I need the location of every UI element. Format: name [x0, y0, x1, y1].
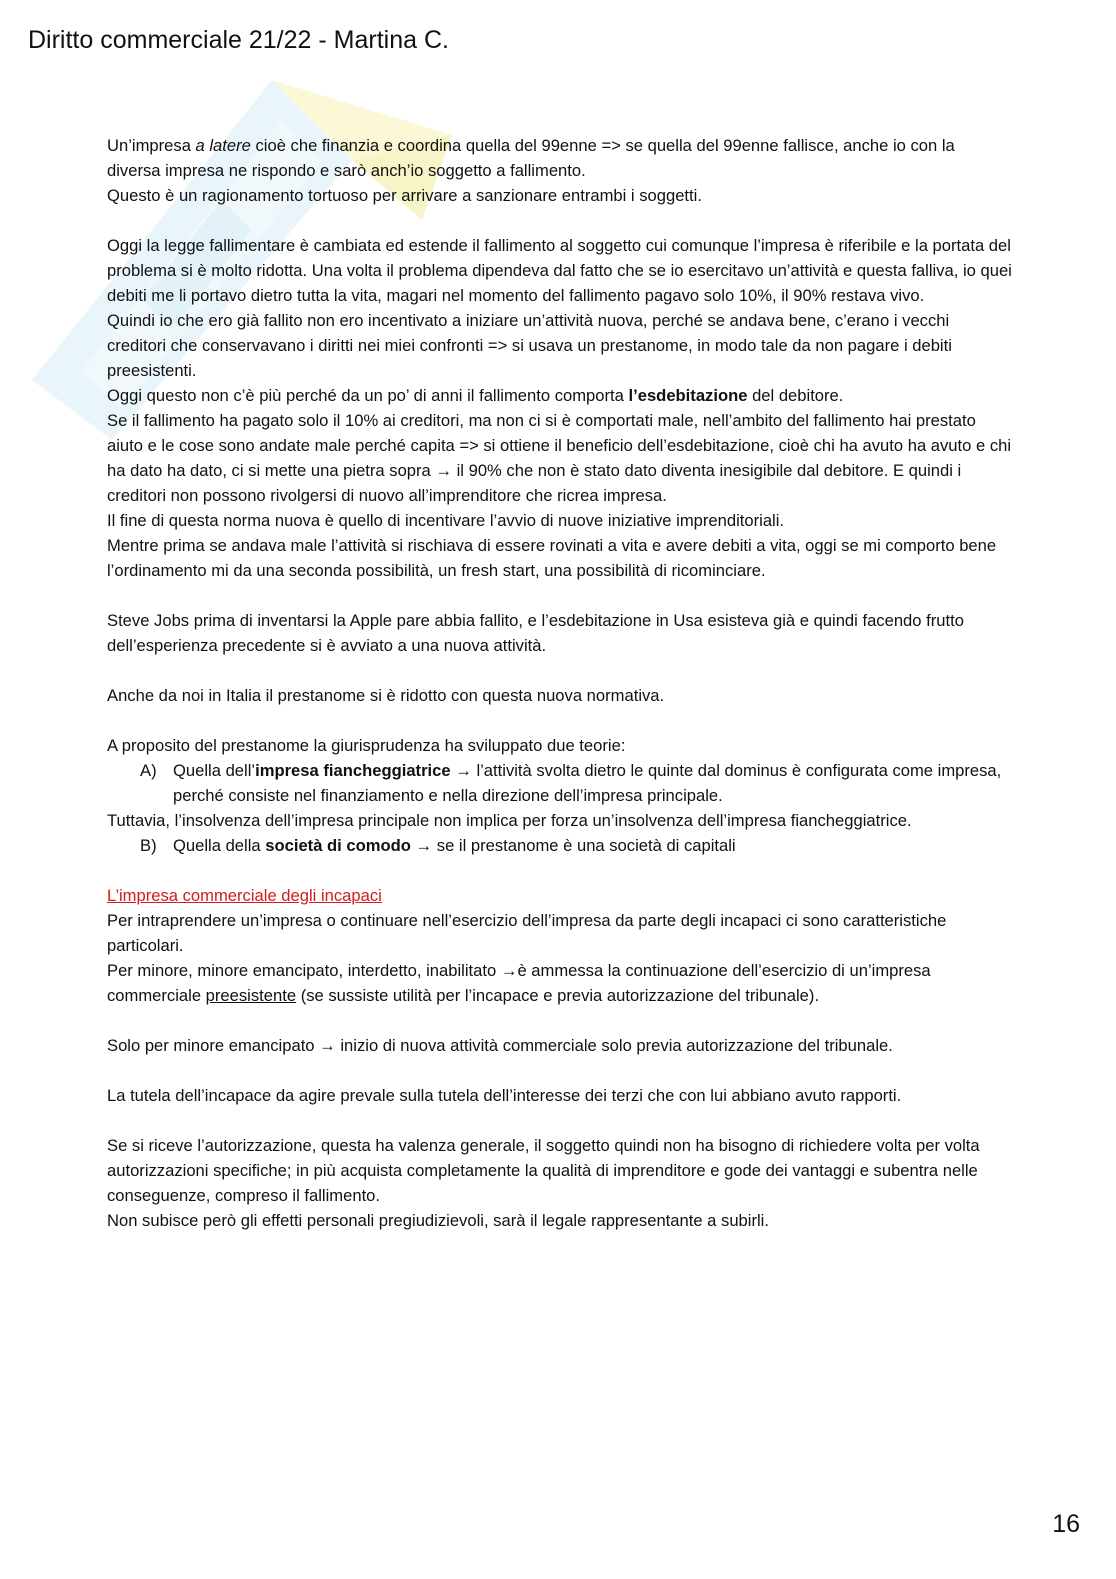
paragraph: Tuttavia, l’insolvenza dell’impresa principale non implica per forza un’insolvenza dell’impresa fiancheggiatrice. [107, 811, 912, 830]
paragraph: Non subisce però gli effetti personali pregiudizievoli, sarà il legale rappresentante a subirli. [107, 1211, 769, 1230]
paragraph: Il fine di questa norma nuova è quello di incentivare l’avvio di nuove iniziative imprenditoriali. [107, 511, 785, 530]
bold-text: società di comodo [265, 836, 411, 855]
page-number: 16 [1052, 1510, 1080, 1538]
arrow-right-icon: → [435, 461, 452, 480]
text-run: Solo per minore emancipato [107, 1036, 320, 1055]
list-item-body [173, 833, 1012, 858]
paragraph [107, 133, 1012, 183]
paragraph: La tutela dell’incapace da agire prevale sulla tutela dell’interesse dei terzi che con lui abbiano avuto rapporti. [107, 1086, 902, 1105]
text-run: Oggi questo non c’è più perché da un po’ di anni il fallimento comporta [107, 386, 629, 405]
text-run: Quella dell’ [173, 761, 256, 780]
arrow-right-icon: → [450, 761, 477, 780]
bold-text: l’esdebitazione [628, 386, 748, 405]
document-body [107, 133, 1012, 1233]
text-run: se il prestanome è una società di capitali [436, 836, 736, 855]
text-run: cioè che finanzia e coordina quella del 99enne => se quella del 99enne fallisce, anche io con la diversa impresa ne rispondo e sarò anch’io soggetto a fallimento. [107, 136, 955, 180]
paragraph: Anche da noi in Italia il prestanome si è ridotto con questa nuova normativa. [107, 686, 665, 705]
paragraph: Mentre prima se andava male l’attività si rischiava di essere rovinati a vita e avere debiti a vita, oggi se mi comporto bene l’ordinamento mi da una seconda possibilità, un fresh start, una possibilità di ricominciare. [107, 536, 997, 580]
text-run: Quella della [173, 836, 266, 855]
paragraph [107, 958, 1012, 1008]
underlined-text: preesistente [205, 986, 297, 1005]
arrow-right-icon: → [410, 836, 437, 855]
paragraph: Quindi io che ero già fallito non ero incentivato a iniziare un’attività nuova, perché se andava bene, c’erano i vecchi creditori che conservavano i diritti nei miei confronti => si usava un prestanome, in modo tale da non pagare i debiti preesistenti. [107, 311, 952, 380]
paragraph: A proposito del prestanome la giurisprudenza ha sviluppato due teorie: [107, 736, 626, 755]
document-header-title: Diritto commerciale 21/22 - Martina C. [28, 26, 449, 54]
paragraph: Per intraprendere un’impresa o continuare nell’esercizio dell’impresa da parte degli incapaci ci sono caratteristiche particolari. [107, 911, 947, 955]
list-item-body [173, 758, 1012, 808]
section-heading: L’impresa commerciale degli incapaci [107, 886, 382, 905]
text-run: Se il fallimento ha pagato solo il 10% ai creditori, ma non ci si è comportati male, nell’ambito del fallimento hai prestato aiuto e le cose sono andate male perché capita => si ottiene il beneficio dell’esdebitazione, cioè chi ha avuto ha avuto e chi ha dato ha dato, ci si mette una pietra sopra [107, 411, 1012, 480]
paragraph: Steve Jobs prima di inventarsi la Apple pare abbia fallito, e l’esdebitazione in Usa esisteva già e quindi facendo frutto dell’esperienza precedente si è avviato a una nuova attività. [107, 611, 964, 655]
text-run: del debitore. [747, 386, 844, 405]
bold-text: impresa fiancheggiatrice [255, 761, 451, 780]
text-run: Un’impresa [107, 136, 196, 155]
text-run: inizio di nuova attività commerciale solo previa autorizzazione del tribunale. [335, 1036, 893, 1055]
text-run: Per minore, minore emancipato, interdetto, inabilitato [107, 961, 501, 980]
text-run: è ammessa la continuazione dell’esercizio di un’impresa commerciale [107, 961, 931, 1005]
arrow-right-icon: → [319, 1036, 336, 1055]
list-item [107, 833, 1012, 858]
paragraph [107, 1033, 1012, 1058]
text-run: il 90% che non è stato dato diventa inesigibile dal debitore. E quindi i creditori non possono rivolgersi di nuovo all’imprenditore che ricrea impresa. [107, 461, 962, 505]
text-run: l’attività svolta dietro le quinte dal dominus è configurata come impresa, perché consiste nel finanziamento e nella direzione dell’impresa principale. [173, 761, 1002, 805]
paragraph [107, 408, 1012, 508]
paragraph: Oggi la legge fallimentare è cambiata ed estende il fallimento al soggetto cui comunque l’impresa è riferibile e la portata del problema si è molto ridotta. Una volta il problema dipendeva dal fatto che se io esercitavo un’attività e questa falliva, io quei debiti me li portavo dietro tutta la vita, magari nel momento del fallimento pagavo solo 10%, il 90% restava vivo. [107, 236, 1012, 305]
list-marker: A) [140, 761, 157, 780]
paragraph [107, 383, 1012, 408]
paragraph: Se si riceve l’autorizzazione, questa ha valenza generale, il soggetto quindi non ha bisogno di richiedere volta per volta autorizzazioni specifiche; in più acquista completamente la qualità di imprenditore e gode dei vantaggi e subentra nelle conseguenze, compreso il fallimento. [107, 1136, 980, 1205]
list-marker: B) [140, 836, 157, 855]
italic-text: a latere [195, 136, 251, 155]
arrow-right-icon: → [500, 961, 518, 980]
paragraph: Questo è un ragionamento tortuoso per arrivare a sanzionare entrambi i soggetti. [107, 186, 702, 205]
list-item [107, 758, 1012, 808]
text-run: (se sussiste utilità per l’incapace e previa autorizzazione del tribunale). [296, 986, 820, 1005]
